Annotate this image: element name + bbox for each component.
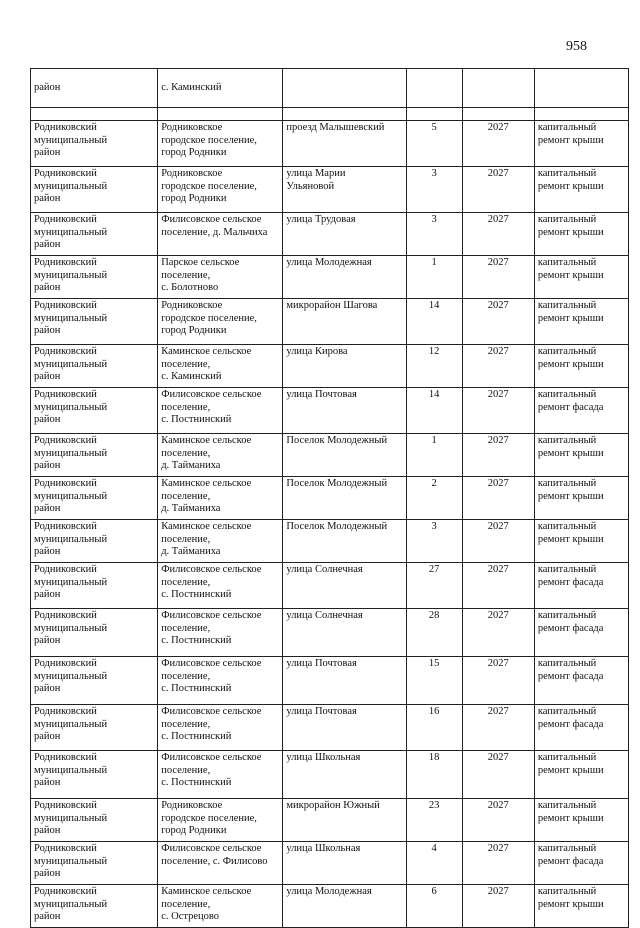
district-line: Родниковский	[34, 122, 97, 133]
repair-schedule-table	[30, 68, 629, 928]
street-cell	[283, 167, 406, 213]
street-line: Поселок Молодежный	[286, 435, 388, 446]
street-line: проезд Малышевский	[286, 122, 385, 133]
settlement-line: с. Постнинский	[161, 777, 232, 789]
district-line: район	[34, 546, 61, 558]
work-type-line: капитальный	[537, 300, 597, 311]
settlement-cell	[158, 121, 283, 167]
district-cell	[31, 799, 158, 842]
work-type-cell	[534, 299, 628, 345]
work-type-line: ремонт крыши	[537, 764, 604, 776]
work-type-cell	[534, 842, 628, 885]
work-type-line: капитальный	[537, 706, 597, 717]
work-type-line: капитальный	[537, 610, 597, 621]
table-row	[31, 388, 629, 434]
settlement-line: Родниковское	[161, 300, 223, 311]
settlement-line: городское поселение,	[161, 812, 257, 824]
settlement-line: с. Постнинский	[161, 731, 232, 743]
table-row	[31, 885, 629, 928]
work-type-line: ремонт крыши	[537, 447, 604, 459]
house-number-cell: 3	[406, 167, 462, 213]
district-line: муниципальный	[34, 533, 108, 545]
settlement-line: Каминское сельское	[161, 435, 252, 446]
district-line: муниципальный	[34, 134, 108, 146]
street-line: улица Марии	[286, 168, 346, 179]
settlement-line: поселение,	[161, 670, 211, 682]
year-cell: 2027	[462, 213, 534, 256]
house-number-cell: 2	[406, 477, 462, 520]
work-type-line: капитальный	[537, 752, 597, 763]
settlement-line: Каминское сельское	[161, 886, 252, 897]
street-cell	[283, 751, 406, 799]
table-row	[31, 167, 629, 213]
work-type-cell	[534, 121, 628, 167]
district-line: муниципальный	[34, 447, 108, 459]
district-line: муниципальный	[34, 622, 108, 634]
settlement-line: поселение,	[161, 358, 211, 370]
work-type-line: ремонт крыши	[537, 134, 604, 146]
year-cell: 2027	[462, 388, 534, 434]
work-type-line: ремонт фасада	[537, 576, 604, 588]
district-line: муниципальный	[34, 358, 108, 370]
street-cell	[283, 885, 406, 928]
work-type-cell	[534, 167, 628, 213]
district-line: муниципальный	[34, 401, 108, 413]
district-line: Родниковский	[34, 257, 97, 268]
house-number-cell: 14	[406, 388, 462, 434]
settlement-cell	[158, 563, 283, 609]
settlement-line: Родниковское	[161, 168, 223, 179]
street-line: улица Школьная	[286, 752, 361, 763]
settlement-line: городское поселение,	[161, 312, 257, 324]
street-cell	[283, 434, 406, 477]
street-cell	[283, 299, 406, 345]
settlement-line: поселение,	[161, 764, 211, 776]
work-type-line: капитальный	[537, 886, 597, 897]
district-cell	[31, 434, 158, 477]
district-cell	[31, 121, 158, 167]
settlement-line: с. Постнинский	[161, 683, 232, 695]
work-type-cell	[534, 705, 628, 751]
work-type-line: капитальный	[537, 122, 597, 133]
settlement-line: Филисовское сельское	[161, 389, 262, 400]
year-cell: 2027	[462, 167, 534, 213]
table-row	[31, 345, 629, 388]
street-line: Поселок Молодежный	[286, 478, 388, 489]
district-line: район	[34, 282, 61, 294]
district-cell	[31, 213, 158, 256]
district-line: Родниковский	[34, 168, 97, 179]
street-line: улица Молодежная	[286, 257, 372, 268]
district-line: район	[34, 683, 61, 695]
district-cell	[31, 388, 158, 434]
settlement-line: д. Тайманиха	[161, 546, 221, 558]
settlement-line: Парское сельское	[161, 257, 240, 268]
work-type-cell	[534, 256, 628, 299]
settlement-line: д. Тайманиха	[161, 503, 221, 515]
house-number-cell: 3	[406, 520, 462, 563]
district-cell: район	[31, 69, 158, 108]
work-type-line: капитальный	[537, 564, 597, 575]
year-cell: 2027	[462, 477, 534, 520]
district-line: Родниковский	[34, 706, 97, 717]
year-cell: 2027	[462, 434, 534, 477]
work-type-cell	[534, 345, 628, 388]
street-line: микрорайон Шагова	[286, 300, 378, 311]
work-type-cell	[534, 657, 628, 705]
table-row	[31, 434, 629, 477]
street-line: улица Молодежная	[286, 886, 372, 897]
district-line: район	[34, 325, 61, 337]
year-cell: 2027	[462, 256, 534, 299]
work-type-cell	[534, 388, 628, 434]
table-row-continued	[31, 69, 629, 108]
house-number-cell: 4	[406, 842, 462, 885]
street-cell	[283, 520, 406, 563]
work-type-line: капитальный	[537, 521, 597, 532]
district-cell	[31, 609, 158, 657]
work-type-line: ремонт крыши	[537, 533, 604, 545]
work-type-line: ремонт фасада	[537, 401, 604, 413]
settlement-line: д. Тайманиха	[161, 460, 221, 472]
work-type-line: ремонт фасада	[537, 855, 604, 867]
district-line: район	[34, 239, 61, 251]
district-line: район	[34, 825, 61, 837]
settlement-cell	[158, 388, 283, 434]
house-number-cell: 23	[406, 799, 462, 842]
year-cell: 2027	[462, 345, 534, 388]
district-cell	[31, 842, 158, 885]
table-body	[31, 69, 629, 928]
table-row	[31, 799, 629, 842]
settlement-line: Каминское сельское	[161, 478, 252, 489]
street-line: улица Почтовая	[286, 389, 357, 400]
district-line: муниципальный	[34, 898, 108, 910]
settlement-line: Филисовское сельское	[161, 214, 262, 225]
settlement-line: Каминское сельское	[161, 521, 252, 532]
street-line: микрорайон Южный	[286, 800, 380, 811]
work-type-line: ремонт крыши	[537, 812, 604, 824]
settlement-line: городское поселение,	[161, 134, 257, 146]
year-cell: 2027	[462, 609, 534, 657]
work-type-line: ремонт крыши	[537, 490, 604, 502]
district-line: район	[34, 777, 61, 789]
settlement-cell	[158, 842, 283, 885]
settlement-line: Филисовское сельское	[161, 658, 262, 669]
settlement-line: с. Постнинский	[161, 635, 232, 647]
year-cell: 2027	[462, 657, 534, 705]
house-number-cell: 14	[406, 299, 462, 345]
work-type-cell	[534, 213, 628, 256]
settlement-line: город Родники	[161, 193, 227, 205]
settlement-line: поселение,	[161, 718, 211, 730]
work-type-cell	[534, 751, 628, 799]
street-cell	[283, 477, 406, 520]
district-line: район	[34, 193, 61, 205]
spacer-row	[31, 108, 629, 121]
street-line: Ульяновой	[286, 180, 335, 192]
settlement-cell	[158, 657, 283, 705]
work-type-cell	[534, 885, 628, 928]
district-cell	[31, 256, 158, 299]
district-line: район	[34, 868, 61, 880]
year-cell: 2027	[462, 705, 534, 751]
house-number-cell: 12	[406, 345, 462, 388]
district-line: район	[34, 460, 61, 472]
district-line: район	[34, 731, 61, 743]
street-line: улица Кирова	[286, 346, 348, 357]
settlement-cell	[158, 520, 283, 563]
settlement-cell	[158, 434, 283, 477]
district-cell	[31, 520, 158, 563]
settlement-line: с. Каминский	[161, 371, 222, 383]
street-cell	[283, 799, 406, 842]
year-cell: 2027	[462, 563, 534, 609]
work-type-line: ремонт крыши	[537, 180, 604, 192]
settlement-line: Филисовское сельское	[161, 564, 262, 575]
district-line: район	[34, 911, 61, 923]
district-line: Родниковский	[34, 843, 97, 854]
table-row	[31, 299, 629, 345]
settlement-cell	[158, 477, 283, 520]
table-row	[31, 520, 629, 563]
district-line: муниципальный	[34, 855, 108, 867]
work-type-cell	[534, 563, 628, 609]
street-cell	[283, 121, 406, 167]
page-number: 958	[566, 39, 587, 54]
settlement-line: Каминское сельское	[161, 346, 252, 357]
street-cell	[283, 256, 406, 299]
work-type-line: ремонт крыши	[537, 269, 604, 281]
work-type-line: ремонт крыши	[537, 226, 604, 238]
settlement-cell	[158, 345, 283, 388]
year-cell: 2027	[462, 520, 534, 563]
settlement-line: поселение,	[161, 622, 211, 634]
work-type-cell	[534, 609, 628, 657]
house-number-cell: 1	[406, 434, 462, 477]
district-line: Родниковский	[34, 346, 97, 357]
work-type-cell	[534, 69, 628, 108]
district-cell	[31, 657, 158, 705]
district-line: Родниковский	[34, 214, 97, 225]
district-line: Родниковский	[34, 564, 97, 575]
district-line: Родниковский	[34, 435, 97, 446]
house-number-cell: 18	[406, 751, 462, 799]
district-line: муниципальный	[34, 576, 108, 588]
district-line: муниципальный	[34, 670, 108, 682]
street-cell	[283, 563, 406, 609]
work-type-line: ремонт фасада	[537, 622, 604, 634]
work-type-line: капитальный	[537, 389, 597, 400]
settlement-line: с. Острецово	[161, 911, 219, 923]
district-line: Родниковский	[34, 886, 97, 897]
settlement-line: с. Постнинский	[161, 414, 232, 426]
year-cell: 2027	[462, 885, 534, 928]
work-type-cell	[534, 799, 628, 842]
district-line: Родниковский	[34, 389, 97, 400]
house-number-cell	[406, 69, 462, 108]
district-line: Родниковский	[34, 752, 97, 763]
district-line: Родниковский	[34, 800, 97, 811]
work-type-cell	[534, 477, 628, 520]
settlement-line: город Родники	[161, 325, 227, 337]
settlement-cell	[158, 213, 283, 256]
settlement-line: город Родники	[161, 147, 227, 159]
district-line: Родниковский	[34, 521, 97, 532]
work-type-line: ремонт крыши	[537, 312, 604, 324]
settlement-line: поселение,	[161, 401, 211, 413]
street-cell	[283, 842, 406, 885]
settlement-cell	[158, 885, 283, 928]
district-line: муниципальный	[34, 226, 108, 238]
settlement-cell	[158, 609, 283, 657]
settlement-cell	[158, 256, 283, 299]
settlement-line: Филисовское сельское	[161, 752, 262, 763]
house-number-cell: 6	[406, 885, 462, 928]
district-line: район	[34, 635, 61, 647]
district-line: район	[34, 371, 61, 383]
work-type-line: капитальный	[537, 435, 597, 446]
settlement-cell	[158, 799, 283, 842]
settlement-line: поселение,	[161, 533, 211, 545]
district-cell	[31, 751, 158, 799]
table-row	[31, 256, 629, 299]
settlement-line: город Родники	[161, 825, 227, 837]
work-type-line: капитальный	[537, 214, 597, 225]
settlement-line: Родниковское	[161, 800, 223, 811]
district-line: Родниковский	[34, 300, 97, 311]
district-cell	[31, 345, 158, 388]
work-type-line: капитальный	[537, 257, 597, 268]
house-number-cell: 5	[406, 121, 462, 167]
district-line: район	[34, 503, 61, 515]
settlement-cell	[158, 167, 283, 213]
table-row	[31, 121, 629, 167]
work-type-cell	[534, 520, 628, 563]
table-row	[31, 563, 629, 609]
district-line: район	[34, 589, 61, 601]
district-line: муниципальный	[34, 718, 108, 730]
district-line: муниципальный	[34, 490, 108, 502]
district-line: Родниковский	[34, 478, 97, 489]
settlement-line: Филисовское сельское	[161, 843, 262, 854]
district-line: муниципальный	[34, 180, 108, 192]
settlement-line: поселение,	[161, 576, 211, 588]
settlement-line: поселение, с. Филисово	[161, 855, 268, 867]
settlement-line: Родниковское	[161, 122, 223, 133]
street-line: улица Почтовая	[286, 706, 357, 717]
district-line: район	[34, 414, 61, 426]
street-line: улица Солнечная	[286, 610, 363, 621]
work-type-line: ремонт крыши	[537, 898, 604, 910]
work-type-line: капитальный	[537, 346, 597, 357]
street-cell	[283, 345, 406, 388]
work-type-line: ремонт фасада	[537, 670, 604, 682]
settlement-line: Филисовское сельское	[161, 706, 262, 717]
street-cell	[283, 69, 406, 108]
district-cell	[31, 885, 158, 928]
street-cell	[283, 705, 406, 751]
year-cell: 2027	[462, 799, 534, 842]
street-line: улица Почтовая	[286, 658, 357, 669]
settlement-line: с. Постнинский	[161, 589, 232, 601]
settlement-line: с. Болотново	[161, 282, 219, 294]
work-type-line: капитальный	[537, 478, 597, 489]
street-line: Поселок Молодежный	[286, 521, 388, 532]
settlement-cell	[158, 299, 283, 345]
table-row	[31, 213, 629, 256]
district-cell	[31, 167, 158, 213]
street-cell	[283, 609, 406, 657]
district-line: муниципальный	[34, 312, 108, 324]
work-type-line: капитальный	[537, 658, 597, 669]
district-cell	[31, 563, 158, 609]
house-number-cell: 28	[406, 609, 462, 657]
settlement-line: поселение,	[161, 447, 211, 459]
settlement-cell	[158, 751, 283, 799]
settlement-line: поселение,	[161, 490, 211, 502]
year-cell: 2027	[462, 299, 534, 345]
house-number-cell: 27	[406, 563, 462, 609]
work-type-line: капитальный	[537, 800, 597, 811]
district-cell	[31, 477, 158, 520]
year-cell: 2027	[462, 751, 534, 799]
year-cell	[462, 69, 534, 108]
house-number-cell: 16	[406, 705, 462, 751]
settlement-line: городское поселение,	[161, 180, 257, 192]
district-cell	[31, 705, 158, 751]
district-line: Родниковский	[34, 610, 97, 621]
district-line: муниципальный	[34, 812, 108, 824]
street-cell	[283, 213, 406, 256]
table-row	[31, 705, 629, 751]
settlement-line: поселение,	[161, 898, 211, 910]
district-line: Родниковский	[34, 658, 97, 669]
house-number-cell: 3	[406, 213, 462, 256]
work-type-cell	[534, 434, 628, 477]
work-type-line: капитальный	[537, 843, 597, 854]
work-type-line: ремонт крыши	[537, 358, 604, 370]
settlement-line: Филисовское сельское	[161, 610, 262, 621]
table-row	[31, 751, 629, 799]
settlement-cell: с. Каминский	[158, 69, 283, 108]
district-cell	[31, 299, 158, 345]
district-line: муниципальный	[34, 269, 108, 281]
street-line: улица Школьная	[286, 843, 361, 854]
settlement-line: поселение, д. Мальчиха	[161, 226, 268, 238]
work-type-line: ремонт фасада	[537, 718, 604, 730]
settlement-cell	[158, 705, 283, 751]
street-line: улица Солнечная	[286, 564, 363, 575]
table-row	[31, 609, 629, 657]
table-row	[31, 477, 629, 520]
district-line: муниципальный	[34, 764, 108, 776]
table-row	[31, 657, 629, 705]
street-cell	[283, 388, 406, 434]
settlement-line: поселение,	[161, 269, 211, 281]
street-cell	[283, 657, 406, 705]
year-cell: 2027	[462, 842, 534, 885]
work-type-line: капитальный	[537, 168, 597, 179]
table-row	[31, 842, 629, 885]
year-cell: 2027	[462, 121, 534, 167]
house-number-cell: 15	[406, 657, 462, 705]
house-number-cell: 1	[406, 256, 462, 299]
street-line: улица Трудовая	[286, 214, 356, 225]
district-line: район	[34, 147, 61, 159]
